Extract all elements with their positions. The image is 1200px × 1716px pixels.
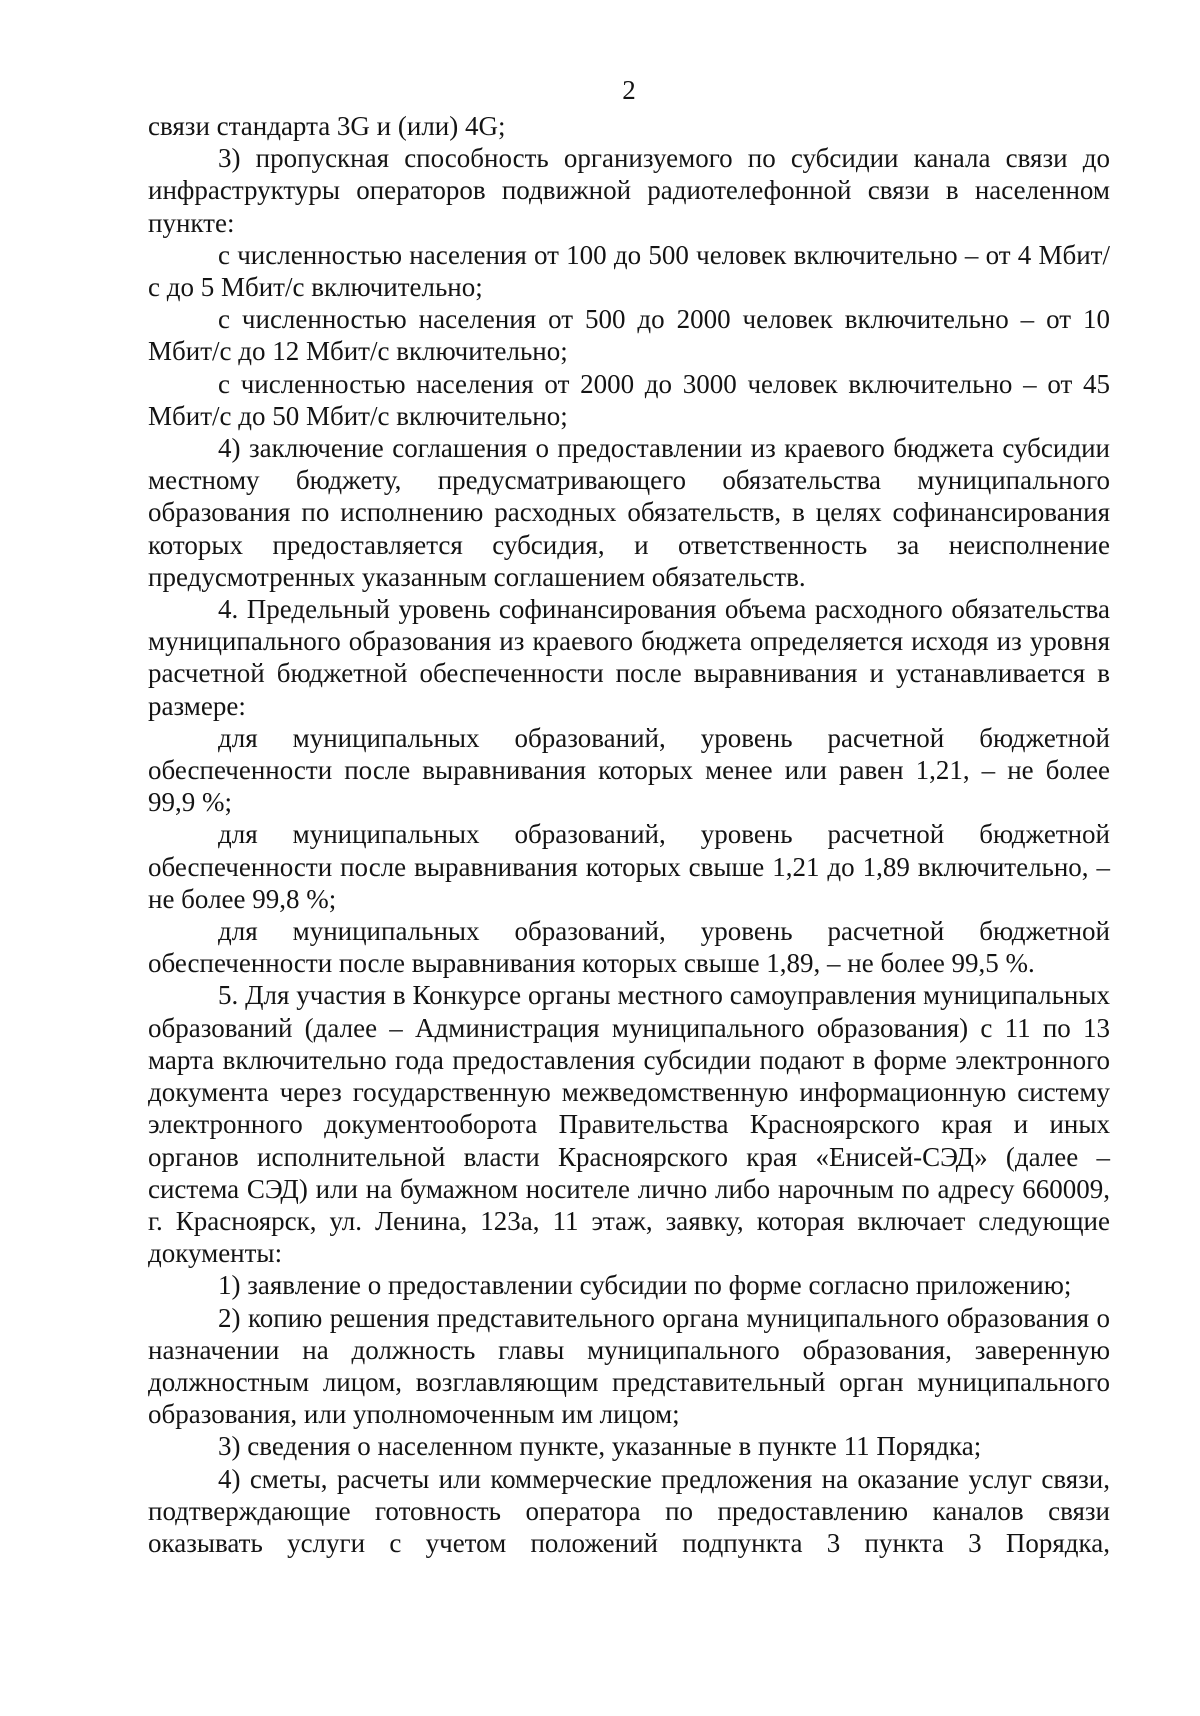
paragraph-4: с численностью населения от 2000 до 3000 человек включительно – от 45 Мбит/с до 50 Мбит/с включительно; <box>148 368 1110 431</box>
paragraph-13: 3) сведения о населенном пункте, указанные в пункте 11 Порядка; <box>218 1431 982 1462</box>
paragraph-8: для муниципальных образований, уровень расчетной бюджетной обеспеченности после выравнивания которых свыше 1,21 до 1,89 включительно, – не более 99,8 %; <box>148 819 1110 914</box>
paragraph-0: связи стандарта 3G и (или) 4G; <box>148 111 506 141</box>
paragraph-1: 3) пропускная способность организуемого по субсидии канала связи до инфраструктуры операторов подвижной радиотелефонной связи в населенном пункте: <box>148 143 1110 238</box>
document-body <box>148 110 1110 1559</box>
paragraph-10: 5. Для участия в Конкурсе органы местного самоуправления муниципальных образований (далее – Администрация муниципального образования) с 11 по 13 марта включительно года предоставления субсидии подают в форме электронного документа через государственную межведомственную информационную систему электронного документооборота Правительства Красноярского края и иных органов исполнительной власти Красноярского края «Енисей-СЭД» (далее – система СЭД) или на бумажном носителе лично либо нарочным по адресу 660009, г. Красноярск, ул. Ленина, 123а, 11 этаж, заявку, которая включает следующие документы: <box>148 980 1110 1269</box>
paragraph-9: для муниципальных образований, уровень расчетной бюджетной обеспеченности после выравнивания которых свыше 1,89, – не более 99,5 %. <box>148 916 1110 979</box>
paragraph-3: с численностью населения от 500 до 2000 человек включительно – от 10 Мбит/с до 12 Мбит/с включительно; <box>148 304 1110 367</box>
paragraph-2: с численностью населения от 100 до 500 человек включительно – от 4 Мбит/с до 5 Мбит/с включительно; <box>148 239 1110 303</box>
paragraph-11: 1) заявление о предоставлении субсидии по форме согласно приложению; <box>218 1270 1072 1301</box>
paragraph-7: для муниципальных образований, уровень расчетной бюджетной обеспеченности после выравнивания которых менее или равен 1,21, – не более 99,9 %; <box>148 722 1110 818</box>
paragraph-6: 4. Предельный уровень софинансирования объема расходного обязательства муниципального образования из краевого бюджета определяется исходя из уровня расчетной бюджетной обеспеченности после выравнивания и устанавливается в размере: <box>148 594 1110 721</box>
paragraph-5: 4) заключение соглашения о предоставлении из краевого бюджета субсидии местному бюджету, предусматривающего обязательства муниципального образования по исполнению расходных обязательств, в целях софинансирования которых предоставляется субсидия, и ответственность за неисполнение предусмотренных указанным соглашением обязательств. <box>148 433 1110 592</box>
page-number: 2 <box>622 75 636 105</box>
paragraph-14: 4) сметы, расчеты или коммерческие предложения на оказание услуг связи, подтверждающие готовность оператора по предоставлению каналов связи оказывать услуги с учетом положений подпункта 3 пункта 3 Порядка, <box>148 1463 1110 1558</box>
paragraph-12: 2) копию решения представительного органа муниципального образования о назначении на должность главы муниципального образования, заверенную должностным лицом, возглавляющим представительный орган муниципального образования, или уполномоченным им лицом; <box>148 1302 1110 1430</box>
